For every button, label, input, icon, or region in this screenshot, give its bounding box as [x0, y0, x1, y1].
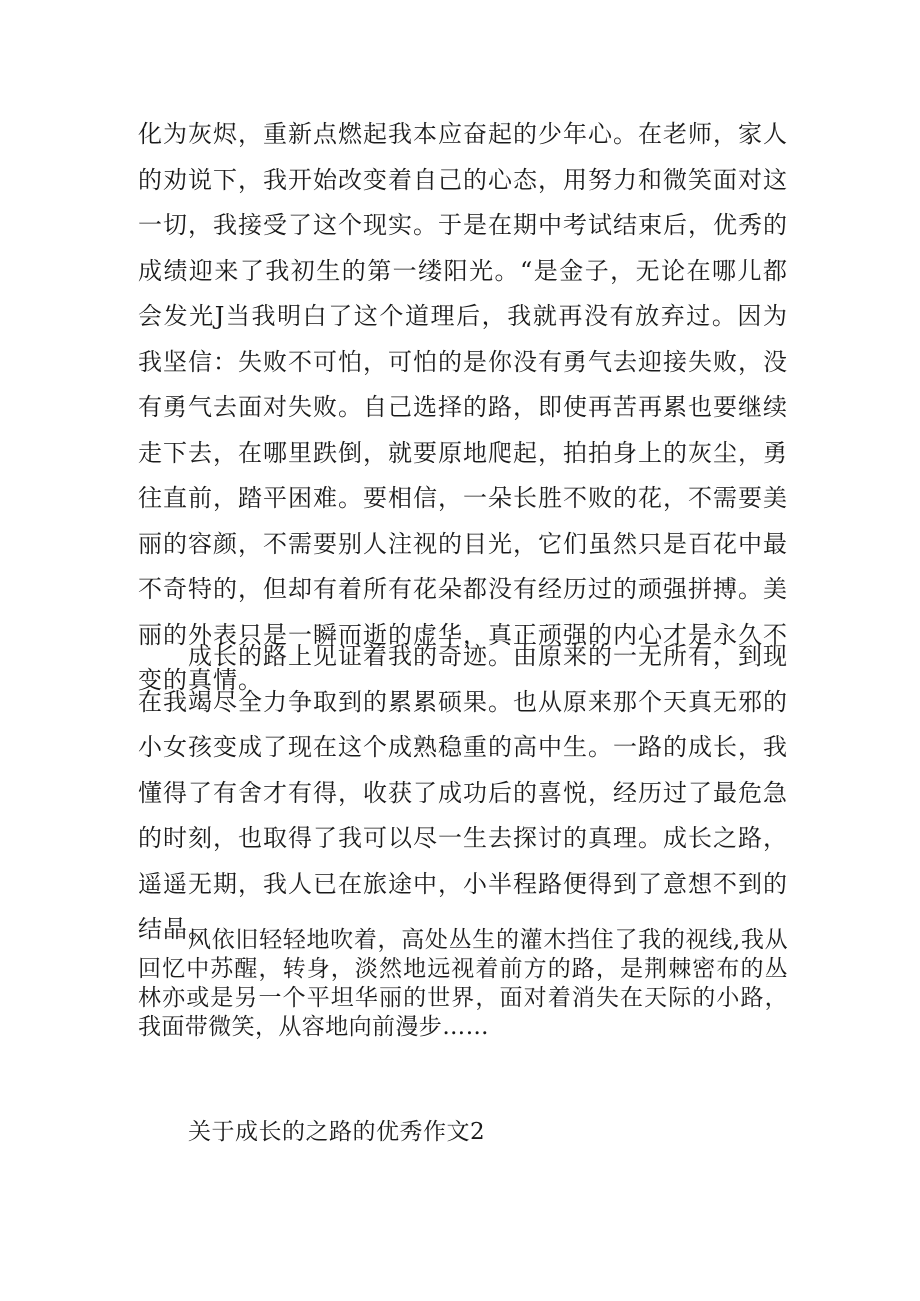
paragraph-growth-miracle: 成长的路上见证着我的奇迹。由原来的一无所有，到现在我竭尽全力争取到的累累硕果。也从原来那个天真无邪的小女孩变成了现在这个成熟稳重的高中生。一路的成长，我懂得了有舍才有得，收获了成功后的喜悦，经历过了最危急的时刻，也取得了我可以尽一生去探讨的真理。成长之路，遥遥无期，我人已在旅途中，小半程路便得到了意想不到的结晶。 — [138, 642, 788, 943]
paragraph-wind: 风依旧轻轻地吹着，高处丛生的灌木挡住了我的视线,我从回忆中苏醒，转身，淡然地远视着前方的路，是荆棘密布的丛林亦或是另一个平坦华丽的世界，面对着消失在天际的小路，我面带微笑，从容地向前漫步…… — [138, 927, 788, 1040]
paragraph-continuation: 化为灰烬，重新点燃起我本应奋起的少年心。在老师，家人的劝说下，我开始改变着自己的心态，用努力和微笑面对这一切，我接受了这个现实。于是在期中考试结束后，优秀的成绩迎来了我初生的第一缕阳光。“是金子，无论在哪儿都会发光J当我明白了这个道理后，我就再没有放弃过。因为我坚信：失败不可怕，可怕的是你没有勇气去迎接失败，没有勇气去面对失败。自己选择的路，即使再苦再累也要继续走下去，在哪里跌倒，就要原地爬起，拍拍身上的灰尘，勇往直前，踏平困难。要相信，一朵长胜不败的花，不需要美丽的容颜，不需要别人注视的目光，它们虽然只是百花中最不奇特的，但却有着所有花朵都没有经历过的顽强拼搏。美丽的外表只是一瞬而逝的虚华，真正顽强的内心才是永久不变的真情。 — [138, 120, 788, 694]
section-title: 关于成长的之路的优秀作文2 — [188, 1119, 486, 1145]
